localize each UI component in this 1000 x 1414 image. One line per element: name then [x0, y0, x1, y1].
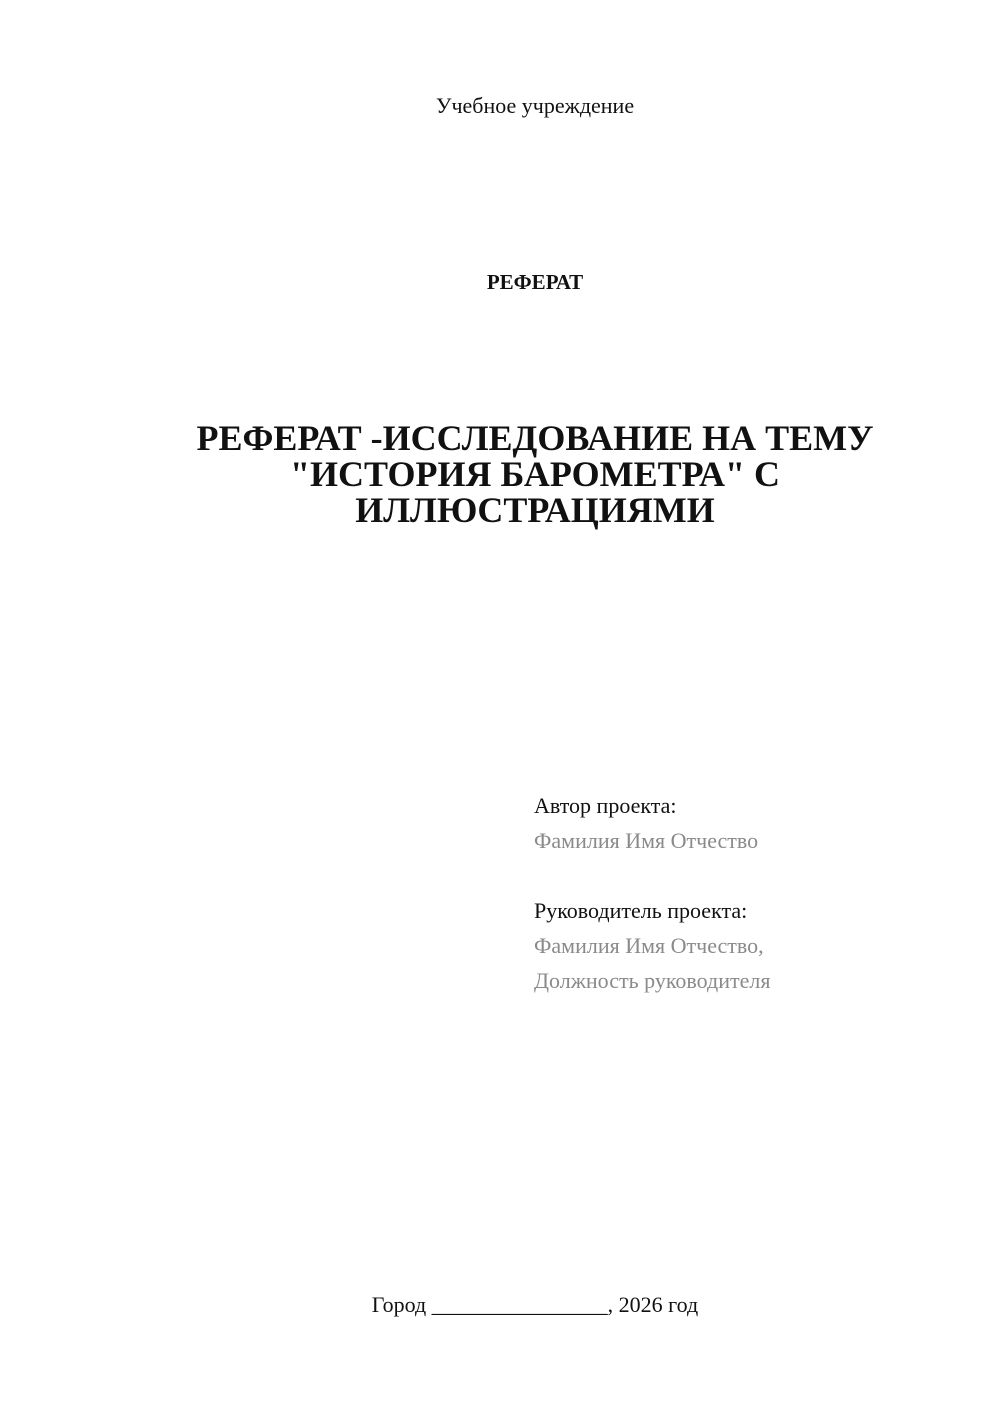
- supervisor-name: Фамилия Имя Отчество,: [534, 933, 764, 958]
- city-year-line: Город ________________, 2026 год: [371, 1292, 699, 1317]
- document-type: РЕФЕРАТ: [486, 270, 584, 294]
- report-title-line: "ИСТОРИЯ БАРОМЕТРА" С: [290, 454, 780, 494]
- report-title-line: РЕФЕРАТ -ИССЛЕДОВАНИЕ НА ТЕМУ: [196, 418, 874, 458]
- supervisor-label: Руководитель проекта:: [534, 898, 748, 923]
- author-label: Автор проекта:: [534, 793, 677, 818]
- credits-spacer: [534, 858, 954, 893]
- supervisor-position: Должность руководителя: [534, 968, 771, 993]
- report-title-line: ИЛЛЮСТРАЦИЯМИ: [355, 490, 715, 530]
- institution-name: Учебное учреждение: [435, 93, 635, 118]
- author-name: Фамилия Имя Отчество: [534, 828, 759, 853]
- report-title: [160, 420, 910, 528]
- credits-block: [534, 788, 954, 998]
